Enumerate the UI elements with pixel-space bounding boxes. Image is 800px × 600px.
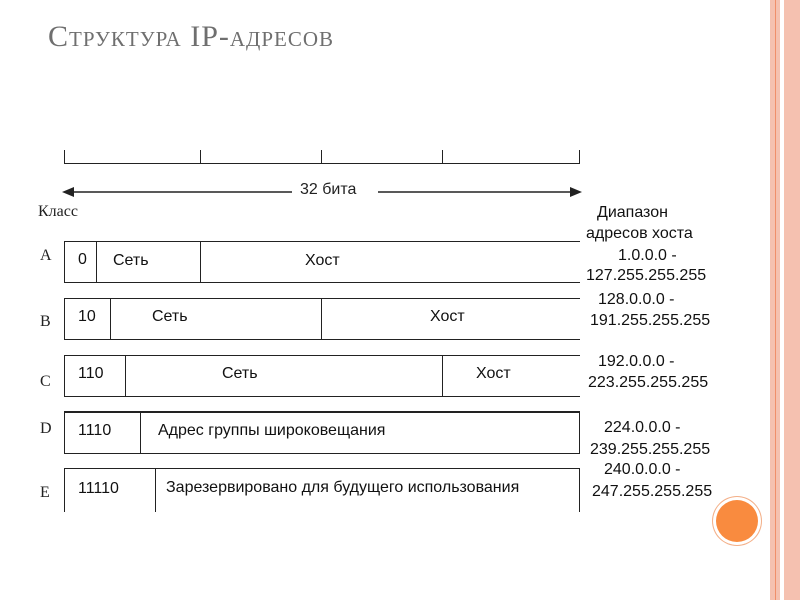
field-divider	[96, 241, 97, 283]
class-prefix: 0	[78, 251, 87, 268]
range-from: 224.0.0.0 -	[604, 419, 681, 436]
host-field: Хост	[430, 308, 465, 325]
range-from: 240.0.0.0 -	[604, 461, 681, 478]
range-to: 223.255.255.255	[588, 374, 709, 391]
range-from: 192.0.0.0 -	[598, 353, 675, 370]
bits-label: 32 бита	[300, 181, 357, 198]
ruler-tick	[200, 150, 201, 164]
range-header-line2: адресов хоста	[586, 225, 693, 242]
range-from: 128.0.0.0 -	[598, 291, 675, 308]
class-letter: C	[40, 373, 51, 390]
class-letter: A	[40, 247, 52, 264]
class-prefix: 110	[78, 365, 104, 382]
field-divider	[155, 468, 156, 512]
field-divider	[321, 298, 322, 340]
class-prefix: 11110	[78, 480, 119, 497]
multicast-field: Адрес группы широковещания	[158, 422, 386, 439]
host-field: Хост	[476, 365, 511, 382]
field-divider	[442, 355, 443, 397]
range-header: Диапазон	[597, 204, 668, 221]
class-prefix: 1110	[78, 422, 112, 439]
range-to: 191.255.255.255	[590, 312, 711, 329]
field-divider	[125, 355, 126, 397]
class-header: Класс	[38, 203, 78, 220]
page-title: Структура IP-адресов	[48, 20, 335, 53]
network-field: Сеть	[113, 252, 149, 269]
class-b-row	[64, 298, 580, 340]
bit-ruler	[64, 150, 580, 164]
range-to: 127.255.255.255	[586, 267, 707, 284]
range-to: 239.255.255.255	[590, 441, 711, 458]
field-divider	[200, 241, 201, 283]
field-divider	[140, 411, 141, 454]
ruler-tick	[321, 150, 322, 164]
range-to: 247.255.255.255	[592, 483, 713, 500]
reserved-field: Зарезервировано для будущего использования	[166, 479, 520, 496]
network-field: Сеть	[152, 308, 188, 325]
class-letter: B	[40, 313, 51, 330]
class-letter: D	[40, 420, 52, 437]
field-divider	[110, 298, 111, 340]
range-from: 1.0.0.0 -	[618, 247, 677, 264]
class-prefix: 10	[78, 308, 96, 325]
class-letter: E	[40, 484, 50, 501]
host-field: Хост	[305, 252, 340, 269]
network-field: Сеть	[222, 365, 258, 382]
ruler-tick	[442, 150, 443, 164]
